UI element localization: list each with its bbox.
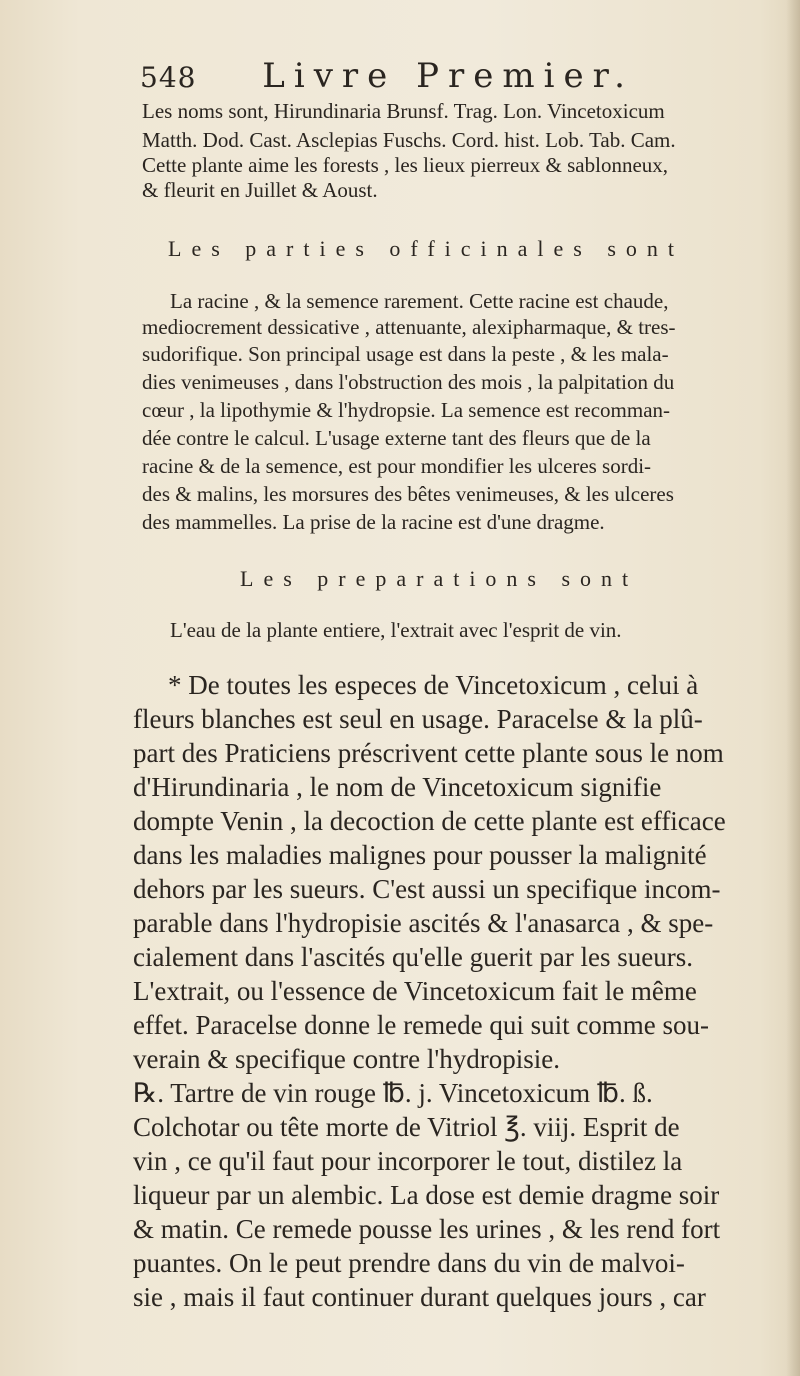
note-line: ℞. Tartre de vin rouge ℔. j. Vincetoxicum ℔. ß. bbox=[133, 1078, 653, 1108]
note-line: Colchotar ou tête morte de Vitriol ℥. viij. Esprit de bbox=[133, 1112, 680, 1142]
body-line: La racine , & la semence rarement. Cette racine est chaude, bbox=[170, 289, 669, 313]
body-line: mediocrement dessicative , attenuante, alexipharmaque, & tres- bbox=[142, 315, 676, 339]
running-header bbox=[140, 56, 634, 96]
intro-line: Matth. Dod. Cast. Asclepias Fuschs. Cord. hist. Lob. Tab. Cam. bbox=[142, 128, 676, 152]
note-line: dompte Venin , la decoction de cette plante est efficace bbox=[133, 806, 726, 836]
body-line: dies venimeuses , dans l'obstruction des mois , la palpitation du bbox=[142, 370, 675, 394]
body-line: cœur , la lipothymie & l'hydropsie. La semence est recomman- bbox=[142, 398, 671, 422]
intro-line: Les noms sont, Hirundinaria Brunsf. Trag. Lon. Vincetoxicum bbox=[142, 99, 665, 123]
running-title: Livre Premier. bbox=[262, 56, 634, 96]
intro-line: & fleurit en Juillet & Aoust. bbox=[142, 178, 378, 202]
note-line: verain & specifique contre l'hydropisie. bbox=[133, 1044, 560, 1074]
body-line: des & malins, les morsures des bêtes venimeuses, & les ulceres bbox=[142, 482, 674, 506]
intro-line: Cette plante aime les forests , les lieux pierreux & sablonneux, bbox=[142, 153, 669, 177]
preparations-line: L'eau de la plante entiere, l'extrait avec l'esprit de vin. bbox=[170, 618, 622, 642]
page-number: 548 bbox=[140, 61, 197, 94]
note-line: L'extrait, ou l'essence de Vincetoxicum fait le même bbox=[133, 976, 697, 1006]
note-line: cialement dans l'ascités qu'elle guerit par les sueurs. bbox=[133, 942, 694, 972]
note-line: puantes. On le peut prendre dans du vin de malvoi- bbox=[133, 1248, 685, 1278]
body-line: dée contre le calcul. L'usage externe tant des fleurs que de la bbox=[142, 426, 651, 450]
section-heading-parties: Les parties officinales sont bbox=[168, 236, 685, 261]
note-line: fleurs blanches est seul en usage. Paracelse & la plû- bbox=[133, 704, 703, 734]
body-line: sudorifique. Son principal usage est dans la peste , & les mala- bbox=[142, 342, 669, 366]
note-line: d'Hirundinaria , le nom de Vincetoxicum signifie bbox=[133, 772, 662, 802]
body-line: racine & de la semence, est pour mondifier les ulceres sordi- bbox=[142, 454, 652, 478]
note-line: & matin. Ce remede pousse les urines , & les rend fort bbox=[133, 1214, 721, 1244]
note-line: parable dans l'hydropisie ascités & l'anasarca , & spe- bbox=[133, 908, 714, 938]
note-line: liqueur par un alembic. La dose est demie dragme soir bbox=[133, 1180, 720, 1210]
note-line: vin , ce qu'il faut pour incorporer le tout, distilez la bbox=[133, 1146, 683, 1176]
note-line: effet. Paracelse donne le remede qui suit comme sou- bbox=[133, 1010, 710, 1040]
note-line: dans les maladies malignes pour pousser la malignité bbox=[133, 840, 707, 870]
note-line: * De toutes les especes de Vincetoxicum , celui à bbox=[168, 670, 699, 700]
note-line: part des Praticiens préscrivent cette plante sous le nom bbox=[133, 738, 724, 768]
body-line: des mammelles. La prise de la racine est d'une dragme. bbox=[142, 510, 605, 534]
note-line: sie , mais il faut continuer durant quelques jours , car bbox=[133, 1282, 706, 1312]
page-edge-shadow bbox=[786, 0, 800, 1376]
section-heading-preparations: Les preparations sont bbox=[240, 566, 639, 591]
note-line: dehors par les sueurs. C'est aussi un specifique incom- bbox=[133, 874, 721, 904]
